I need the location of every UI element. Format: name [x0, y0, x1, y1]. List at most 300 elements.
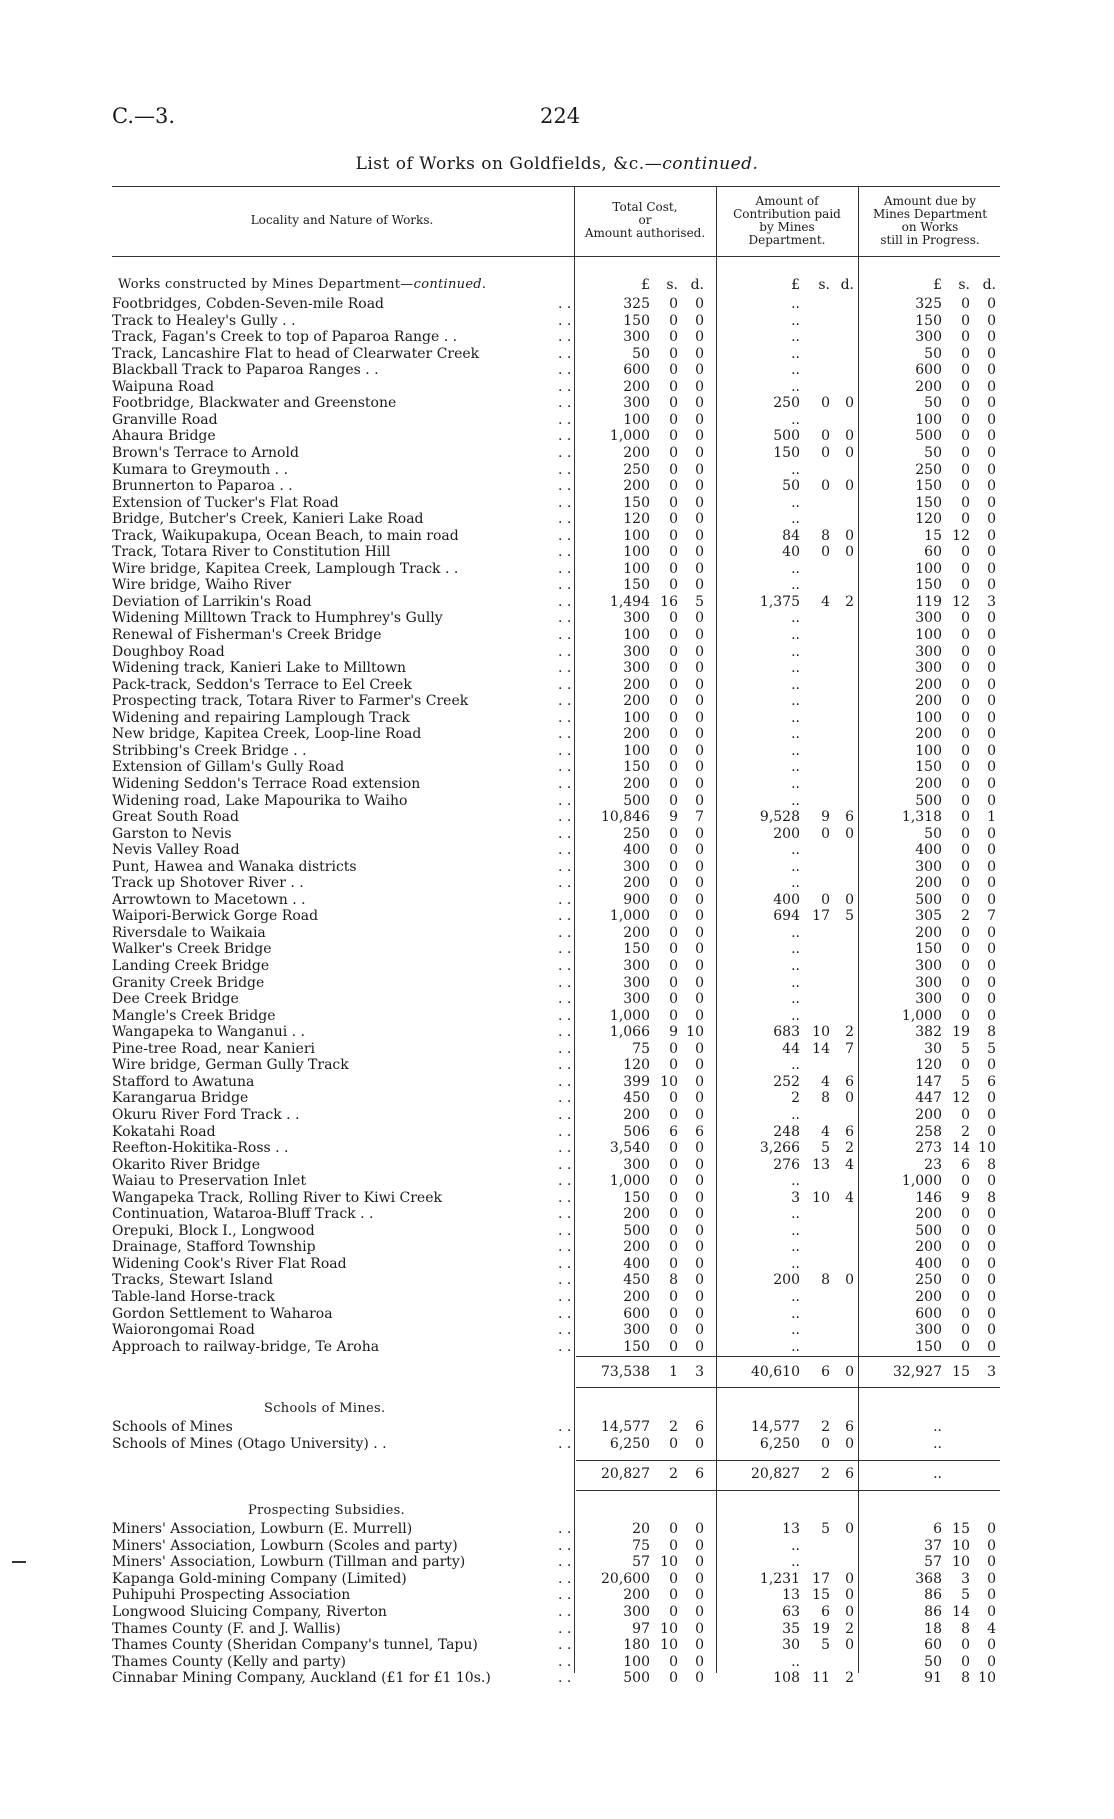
amount-due-pence: 0 [987, 858, 996, 875]
total-cost-pounds: 250 [623, 825, 650, 842]
amount-due-shillings: 0 [961, 560, 970, 577]
total-cost-shillings: 0 [669, 411, 678, 428]
total-cost-pounds: 75 [632, 1040, 650, 1057]
amount-due-pounds: 147 [915, 1073, 942, 1090]
table-row [0, 1604, 1114, 1621]
row-leader-dots: . . [558, 1305, 572, 1322]
amount-due-pence: 0 [987, 1206, 996, 1223]
amount-due-shillings: 0 [961, 1106, 970, 1123]
total-cost-shillings: 0 [669, 1156, 678, 1173]
amount-due-shillings: 5 [961, 1073, 970, 1090]
total-cost-shillings: 0 [669, 759, 678, 776]
row-leader-dots: . . [558, 1090, 572, 1107]
table-row [0, 826, 1114, 843]
contribution-pounds: 200 [773, 1272, 800, 1289]
amount-due-shillings: 0 [961, 775, 970, 792]
row-leader-dots: . . [558, 1670, 572, 1687]
amount-due-pence: 0 [987, 974, 996, 991]
amount-due-pence: 0 [987, 610, 996, 627]
contribution-pence: 0 [845, 478, 854, 495]
contribution-shillings: 13 [812, 1156, 830, 1173]
document-page: C.—3. 224 List of Works on Goldfields, &c.—continued. Locality and Nature of Works. Total Cost, or Amount authorised. Amount of Contribution paid by Mines Department. Amount due by Mines Department on Works still in Progress. Works constructed by Mines Department—continued. £ s. d. £ s. d. £ s. d. Footbridges, Cobden-Seven-mile Road . . 325 0 0 .. 325 0 0 Track to Healey's Gully . . . . 150 0 0 .. 150 0 0 Track, Fagan's Creek to top of Paparoa Range . . . . 300 0 0 .. 300 0 0 Track, Lancashire Flat to head of Clearwater Creek . . 50 0 0 .. 50 0 0 Blackball Track to Paparoa Ranges . . . . 600 0 0 .. 600 0 0 Waipuna Road . . 200 0 0 .. 200 0 0 Footbridge, Blackwater and Greenstone . . 300 0 0 250 0 0 50 0 0 Granville Road . . 100 0 0 .. 100 0 0 Ahaura Bridge . . 1,000 0 0 500 0 0 500 0 0 Brown's Terrace to Arnold . . 200 0 0 150 0 0 50 0 0 Kumara to Greymouth . . . . 250 0 0 .. 250 0 0 Brunnerton to Paparoa . . . . 200 0 0 50 0 0 150 0 0 Extension of Tucker's Flat Road . . 150 0 0 .. 150 0 0 Bridge, Butcher's Creek, Kanieri Lake Road . . 120 0 0 .. 120 0 0 Track, Waikupakupa, Ocean Beach, to main road . . 100 0 0 84 8 0 15 12 0 Track, Totara River to Constitution Hill . . 100 0 0 40 0 0 60 0 0 Wire bridge, Kapitea Creek, Lamplough Track . . . . 100 0 0 .. 100 0 0 Wire bridge, Waiho River . . 150 0 0 .. 150 0 0 Deviation of Larrikin's Road . . 1,494 16 5 1,375 4 2 119 12 3 Widening Milltown Track to Humphrey's Gully . . 300 0 0 .. 300 0 0 Renewal of Fisherman's Creek Bridge . . 100 0 0 .. 100 0 0 Doughboy Road . . 300 0 0 .. 300 0 0 Widening track, Kanieri Lake to Milltown . . 300 0 0 .. 300 0 0 Pack-track, Seddon's Terrace to Eel Creek . . 200 0 0 .. 200 0 0 Prospecting track, Totara River to Farmer's Creek . . 200 0 0 .. 200 0 0 Widening and repairing Lamplough Track . . 100 0 0 .. 100 0 0 New bridge, Kapitea Creek, Loop-line Road . . 200 0 0 .. 200 0 0 Stribbing's Creek Bridge . . . . 100 0 0 .. 100 0 0 Extension of Gillam's Gully Road . . 150 0 0 .. 150 0 0 Widening Seddon's Terrace Road extension . . 200 0 0 .. 200 0 0 Widening road, Lake Mapourika to Waiho . . 500 0 0 .. 500 0 0 Great South Road . . 10,846 9 7 9,528 9 6 1,318 0 1 Garston to Nevis . . 250 0 0 200 0 0 50 0 0 Nevis Valley Road . . 400 0 0 .. 400 0 0 Punt, Hawea and Wanaka districts . . 300 0 0 .. 300 0 0 Track up Shotover River . . . . 200 0 0 .. 200 0 0 Arrowtown to Macetown . . . . 900 0 0 400 0 0 500 0 0 Waipori-Berwick Gorge Road . . 1,000 0 0 694 17 5 305 2 7 Riversdale to Waikaia . . 200 0 0 .. 200 0 0 Walker's Creek Bridge . . 150 0 0 .. 150 0 0 Landing Creek Bridge . . 300 0 0 .. 300 0 0 Granity Creek Bridge . . 300 0 0 .. 300 0 0 Dee Creek Bridge . . 300 0 0 .. 300 0 0 Mangle's Creek Bridge . . 1,000 0 0 .. 1,000 0 0 Wangapeka to Wanganui . . . . 1,066 9 10 683 10 2 382 19 8 Pine-tree Road, near Kanieri . . 75 0 0 44 14 7 30 5 5 Wire bridge, German Gully Track . . 120 0 0 .. 120 0 0 Stafford to Awatuna . . 399 10 0 252 4 6 147 5 6 Karangarua Bridge . . 450 0 0 2 8 0 447 12 0 Okuru River Ford Track . . . . 200 0 0 .. 200 0 0 Kokatahi Road . . 506 6 6 248 4 6 258 2 0 Reefton-Hokitika-Ross . . . . 3,540 0 0 3,266 5 2 273 14 10 Okarito River Bridge . . 300 0 0 276 13 4 23 6 8 Waiau to Preservation Inlet . . 1,000 0 0 .. 1,000 0 0 Wangapeka Track, Rolling River to Kiwi Creek . . 150 0 0 3 10 4 146 9 8 Continuation, Wataroa-Bluff Track . . . . 200 0 0 .. 200 0 0 Orepuki, Block I., Longwood . . 500 0 0 .. 500 0 0 Drainage, Stafford Township . . 200 0 0 .. 200 0 0 Widening Cook's River Flat Road . . 400 0 0 .. 400 0 0 Tracks, Stewart Island . . 450 8 0 200 8 0 250 0 0 Table-land Horse-track . . 200 0 0 .. 200 0 0 Gordon Settlement to Waharoa . . 600 0 0 .. 600 0 0 Waiorongomai Road . . 300 0 0 .. 300 0 0 Approach to railway-bridge, Te Aroha . . 150 0 0 .. 150 0 0 73,538 1 3 40,610 6 0 32,927 15 3 Schools of Mines. Schools of Mines . . 14,577 2 6 14,577 2 6 .. Schools of Mines (Otago University) . . . . 6,250 0 0 6,250 0 0 .. 20,827 2 6 20,827 2 6 .. Prospecting Subsidies. Miners' Association, Lowburn (E. Murrell) . . 20 0 0 13 5 0 6 15 0 Miners' Association, Lowburn (Scoles and party) . . 75 0 0 .. 37 10 0 Miners' Association, Lowburn (Tillman and party) . . 57 10 0 .. 57 10 0 Kapanga Gold-mining Company (Limited) . . 20,600 0 0 1,231 17 0 368 3 0 Puhipuhi Prospecting Association . . 200 0 0 13 15 0 86 5 0 Longwood Sluicing Company, Riverton . . 300 0 0 63 6 0 86 14 0 Thames County (F. and J. Wallis) . . 97 10 0 35 19 2 18 8 4 Thames County (Sheridan Company's tunnel, Tapu) . . 180 10 0 30 5 0 60 0 0 Thames County (Kelly and party) . . 100 0 0 .. 50 0 0 Cinnabar Mining Company, Auckland (£1 for £1 10s.) . . 500 0 0 108 11 2 91 8 10 [0, 0, 1114, 1819]
row-locality: Gordon Settlement to Waharoa [112, 1305, 333, 1322]
total-cost-pence: 0 [695, 494, 704, 511]
contribution-shillings: 4 [821, 1123, 830, 1140]
row-locality: Widening track, Kanieri Lake to Milltown [112, 660, 407, 677]
contribution-pence: 6 [845, 1419, 854, 1435]
total-cost-shillings: 0 [669, 461, 678, 478]
contribution-pounds: .. [791, 759, 800, 776]
total-cost-pence: 0 [695, 511, 704, 528]
total-cost-pence: 0 [695, 1090, 704, 1107]
table-row [0, 1074, 1114, 1091]
row-leader-dots: . . [558, 1338, 572, 1355]
margin-mark [12, 1561, 26, 1563]
table-row [0, 544, 1114, 561]
table-row [0, 1670, 1114, 1687]
row-locality: Track up Shotover River . . [112, 875, 304, 892]
contribution-pounds: .. [791, 1239, 800, 1256]
row-leader-dots: . . [558, 395, 572, 412]
contribution-pence: 0 [845, 428, 854, 445]
contribution-pence: 0 [845, 544, 854, 561]
contribution-pounds: .. [791, 1007, 800, 1024]
row-leader-dots: . . [558, 544, 572, 561]
amount-due-pence: 0 [987, 1537, 996, 1554]
total-cost-pence: 7 [695, 809, 704, 826]
contribution-pounds: .. [791, 875, 800, 892]
amount-due-pounds: 200 [915, 726, 942, 743]
total-cost-shillings: 0 [669, 1040, 678, 1057]
amount-due-pence: 0 [987, 958, 996, 974]
total-cost-shillings: 0 [669, 1305, 678, 1322]
row-locality: Table-land Horse-track [112, 1289, 275, 1305]
amount-due-pounds: 200 [915, 875, 942, 892]
row-locality: Blackball Track to Paparoa Ranges . . [112, 362, 379, 379]
contribution-pounds: 108 [773, 1670, 800, 1687]
amount-due-pounds: 150 [915, 1338, 942, 1355]
row-locality: Track, Waikupakupa, Ocean Beach, to main road [112, 527, 459, 544]
row-leader-dots: . . [558, 1653, 572, 1670]
row-leader-dots: . . [558, 494, 572, 511]
table-row [0, 1090, 1114, 1107]
total-cost-shillings: 0 [669, 726, 678, 743]
amount-due-pounds: 1,318 [901, 809, 942, 826]
total-cost-pence: 0 [695, 693, 704, 710]
amount-due-shillings: 0 [961, 643, 970, 660]
total-cost-pounds: 200 [623, 676, 650, 693]
amount-due-pounds: 300 [915, 329, 942, 346]
contribution-pounds: .. [791, 1305, 800, 1322]
table-row [0, 1637, 1114, 1654]
amount-due-pence: 0 [987, 1587, 996, 1604]
row-leader-dots: . . [558, 1140, 572, 1157]
row-locality: Widening Cook's River Flat Road [112, 1255, 347, 1272]
total-cost-pence: 0 [695, 1189, 704, 1206]
table-row [0, 362, 1114, 379]
table-row [0, 445, 1114, 462]
total-cost-pence: 0 [695, 1604, 704, 1620]
amount-due-pounds: 60 [924, 544, 942, 561]
total-cost-pence: 0 [695, 775, 704, 792]
table-row [0, 892, 1114, 909]
total-cost-pounds: 399 [623, 1073, 650, 1090]
row-leader-dots: . . [558, 1587, 572, 1604]
amount-due-pence: 0 [987, 726, 996, 743]
row-leader-dots: . . [558, 693, 572, 710]
row-locality: Footbridge, Blackwater and Greenstone [112, 395, 397, 412]
amount-due-pounds: 300 [915, 974, 942, 991]
amount-due-shillings: 0 [961, 875, 970, 892]
row-locality: Kapanga Gold-mining Company (Limited) [112, 1570, 407, 1587]
row-leader-dots: . . [558, 1239, 572, 1256]
row-locality: Mangle's Creek Bridge [112, 1007, 276, 1024]
contribution-shillings: 19 [812, 1620, 830, 1637]
row-locality: Dee Creek Bridge [112, 991, 239, 1008]
contribution-pounds: 200 [773, 825, 800, 842]
amount-due-pence: 0 [987, 577, 996, 594]
table-row [0, 710, 1114, 727]
amount-due-shillings: 0 [961, 478, 970, 495]
contribution-pounds: 14,577 [751, 1419, 800, 1435]
row-locality: Arrowtown to Macetown . . [112, 891, 306, 908]
amount-due-shillings: 0 [961, 1289, 970, 1305]
column-header-locality: Locality and Nature of Works. [250, 213, 434, 227]
row-locality: Thames County (Kelly and party) [112, 1653, 346, 1670]
row-leader-dots: . . [558, 329, 572, 346]
section-heading-works: Works constructed by Mines Department—continued. [118, 277, 487, 292]
total-cost-pence: 0 [695, 842, 704, 859]
row-locality: Ahaura Bridge [112, 428, 216, 445]
contribution-pounds: .. [791, 676, 800, 693]
amount-due-shillings: 0 [961, 1206, 970, 1223]
amount-due-pence: 0 [987, 345, 996, 362]
section-heading-prospecting: Prospecting Subsidies. [248, 1503, 405, 1518]
contribution-pounds: 3 [791, 1189, 800, 1206]
amount-due-pounds: 200 [915, 378, 942, 395]
total-cost-pounds: 1,000 [609, 1007, 650, 1024]
contribution-pence: 0 [845, 444, 854, 461]
contribution-pence: 7 [845, 1040, 854, 1057]
total-cost-pounds: 450 [623, 1090, 650, 1107]
contribution-pounds: 1,375 [759, 593, 800, 610]
contribution-shillings: 5 [821, 1637, 830, 1654]
contribution-pounds: 276 [773, 1156, 800, 1173]
total-cost-pounds: 150 [623, 1189, 650, 1206]
total-cost-shillings: 0 [669, 891, 678, 908]
total-cost-pence: 0 [695, 1222, 704, 1239]
total-cost-pounds: 100 [623, 527, 650, 544]
total-cost-shillings: 0 [669, 1653, 678, 1670]
total-cost-shillings: 2 [669, 1419, 678, 1435]
amount-due-shillings: 0 [961, 544, 970, 561]
row-locality: Deviation of Larrikin's Road [112, 593, 312, 610]
amount-due-pounds: 200 [915, 1239, 942, 1256]
contribution-pounds: 35 [782, 1620, 800, 1637]
amount-due-pence: 0 [987, 1057, 996, 1074]
contribution-pounds: 3,266 [759, 1140, 800, 1157]
total-cost-pence: 0 [695, 1173, 704, 1190]
row-locality: Granity Creek Bridge [112, 974, 265, 991]
row-locality: Stribbing's Creek Bridge . . [112, 742, 307, 759]
table-row [0, 759, 1114, 776]
amount-due-pence: 3 [987, 593, 996, 610]
amount-due-pounds: 305 [915, 908, 942, 925]
total-cost-shillings: 0 [669, 1604, 678, 1620]
table-row [0, 677, 1114, 694]
amount-due-shillings: 0 [961, 610, 970, 627]
contribution-shillings: 8 [821, 527, 830, 544]
total-cost-pence: 0 [695, 560, 704, 577]
table-row [0, 1306, 1114, 1323]
works-total-rule [576, 1356, 1000, 1357]
total-cost-pence: 0 [695, 908, 704, 925]
amount-due-pounds: 400 [915, 1255, 942, 1272]
amount-due-pence: 8 [987, 1156, 996, 1173]
row-locality: Stafford to Awatuna [112, 1073, 255, 1090]
row-leader-dots: . . [558, 444, 572, 461]
amount-due-pounds: 150 [915, 759, 942, 776]
contribution-pence: 2 [845, 1024, 854, 1041]
contribution-shillings: 0 [821, 395, 830, 412]
row-leader-dots: . . [558, 511, 572, 528]
total-cost-pence: 0 [695, 1620, 704, 1637]
contribution-pounds: .. [791, 378, 800, 395]
contribution-pounds: .. [791, 643, 800, 660]
contribution-pounds: 1,231 [759, 1570, 800, 1587]
row-leader-dots: . . [558, 842, 572, 859]
row-locality: Cinnabar Mining Company, Auckland (£1 for £1 10s.) [112, 1670, 491, 1687]
amount-due-pence: 0 [987, 676, 996, 693]
row-locality: Reefton-Hokitika-Ross . . [112, 1140, 289, 1157]
amount-due-pounds: 300 [915, 1322, 942, 1339]
contribution-pounds: .. [791, 958, 800, 974]
section-heading-schools: Schools of Mines. [264, 1401, 386, 1416]
contribution-pence: 0 [845, 1435, 854, 1452]
total-cost-pence: 0 [695, 1521, 704, 1537]
amount-due-pence: 5 [987, 1040, 996, 1057]
total-cost-pounds: 300 [623, 1156, 650, 1173]
total-cost-shillings: 0 [669, 494, 678, 511]
amount-due-pounds: 120 [915, 1057, 942, 1074]
amount-due-pounds: 50 [924, 395, 942, 412]
total-cost-pence: 0 [695, 1637, 704, 1654]
amount-due-pence: 0 [987, 395, 996, 412]
total-cost-shillings: 8 [669, 1272, 678, 1289]
amount-due-shillings: 6 [961, 1156, 970, 1173]
total-cost-pounds: 200 [623, 875, 650, 892]
amount-due-pence: 0 [987, 411, 996, 428]
total-cost-pence: 0 [695, 1140, 704, 1157]
row-locality: Widening road, Lake Mapourika to Waiho [112, 792, 408, 809]
row-leader-dots: . . [558, 792, 572, 809]
total-cost-pounds: 200 [623, 1289, 650, 1305]
row-leader-dots: . . [558, 1554, 572, 1571]
row-leader-dots: . . [558, 759, 572, 776]
contribution-pounds: 248 [773, 1123, 800, 1140]
total-cost-pounds: 120 [623, 511, 650, 528]
amount-due-shillings: 0 [961, 941, 970, 958]
row-leader-dots: . . [558, 1419, 572, 1435]
contribution-pounds: .. [791, 312, 800, 329]
table-row [0, 1521, 1114, 1538]
contribution-pounds: .. [791, 511, 800, 528]
amount-due-pence: 0 [987, 825, 996, 842]
table-row [0, 1621, 1114, 1638]
amount-due-pounds: 300 [915, 660, 942, 677]
total-cost-pounds: 300 [623, 1604, 650, 1620]
total-cost-pence: 0 [695, 329, 704, 346]
total-cost-pounds: 1,000 [609, 1173, 650, 1190]
row-locality: New bridge, Kapitea Creek, Loop-line Road [112, 726, 422, 743]
total-cost-pence: 0 [695, 296, 704, 312]
row-leader-dots: . . [558, 1272, 572, 1289]
row-locality: Extension of Tucker's Flat Road [112, 494, 339, 511]
amount-due-pence: 0 [987, 1521, 996, 1537]
total-cost-shillings: 0 [669, 560, 678, 577]
row-leader-dots: . . [558, 1057, 572, 1074]
total-cost-pence: 0 [695, 544, 704, 561]
column-header-contribution: Amount of Contribution paid by Mines Department. [733, 194, 841, 247]
amount-due-shillings: 0 [961, 627, 970, 643]
total-cost-shillings: 0 [669, 875, 678, 892]
amount-due-pence: 0 [987, 329, 996, 346]
total-cost-pounds: 200 [623, 726, 650, 743]
amount-due-shillings: 0 [961, 428, 970, 445]
contribution-pounds: 150 [773, 444, 800, 461]
table-row [0, 594, 1114, 611]
amount-due-pence: 0 [987, 1090, 996, 1107]
total-cost-pounds: 200 [623, 1239, 650, 1256]
total-cost-pounds: 500 [623, 792, 650, 809]
row-leader-dots: . . [558, 643, 572, 660]
contribution-pounds: 84 [782, 527, 800, 544]
column-header-amount-due: Amount due by Mines Department on Works still in Progress. [872, 194, 988, 247]
amount-due-pence: 0 [987, 1637, 996, 1654]
contribution-pounds: .. [791, 693, 800, 710]
total-cost-pounds: 100 [623, 411, 650, 428]
row-leader-dots: . . [558, 1106, 572, 1123]
amount-due-shillings: 0 [961, 825, 970, 842]
amount-due-pence: 0 [987, 660, 996, 677]
amount-due-shillings: 0 [961, 660, 970, 677]
total-cost-pounds: 300 [623, 1322, 650, 1339]
table-row [0, 1538, 1114, 1555]
total-cost-shillings: 0 [669, 709, 678, 726]
total-cost-pounds: 300 [623, 974, 650, 991]
total-cost-pounds: 6,250 [609, 1435, 650, 1452]
contribution-shillings: 17 [812, 908, 830, 925]
table-row [0, 395, 1114, 412]
total-cost-pounds: 50 [632, 345, 650, 362]
total-cost-shillings: 0 [669, 1206, 678, 1223]
amount-due-shillings: 0 [961, 378, 970, 395]
total-cost-pounds: 400 [623, 1255, 650, 1272]
amount-due-shillings: 0 [961, 1239, 970, 1256]
total-cost-pence: 0 [695, 461, 704, 478]
total-cost-pounds: 200 [623, 478, 650, 495]
amount-due-pence: 0 [987, 511, 996, 528]
amount-due-shillings: 0 [961, 1173, 970, 1190]
contribution-shillings: 5 [821, 1140, 830, 1157]
total-cost-pounds: 300 [623, 991, 650, 1008]
row-locality: Miners' Association, Lowburn (E. Murrell) [112, 1521, 413, 1537]
row-locality: Garston to Nevis [112, 825, 232, 842]
row-leader-dots: . . [558, 345, 572, 362]
contribution-pence: 0 [845, 1272, 854, 1289]
row-locality: Pack-track, Seddon's Terrace to Eel Creek [112, 676, 412, 693]
row-locality: Prospecting track, Totara River to Farmer's Creek [112, 693, 469, 710]
amount-due-pounds: .. [933, 1435, 942, 1452]
row-leader-dots: . . [558, 1637, 572, 1654]
row-leader-dots: . . [558, 560, 572, 577]
total-cost-pounds: 3,540 [609, 1140, 650, 1157]
total-cost-pence: 0 [695, 1554, 704, 1571]
contribution-pounds: .. [791, 1653, 800, 1670]
row-leader-dots: . . [558, 974, 572, 991]
total-cost-pounds: 900 [623, 891, 650, 908]
total-cost-shillings: 0 [669, 1140, 678, 1157]
amount-due-shillings: 0 [961, 1272, 970, 1289]
total-cost-shillings: 0 [669, 924, 678, 941]
total-cost-shillings: 0 [669, 858, 678, 875]
total-cost-pounds: 200 [623, 693, 650, 710]
total-cost-pounds: 325 [623, 296, 650, 312]
row-leader-dots: . . [558, 378, 572, 395]
total-cost-shillings: 0 [669, 345, 678, 362]
total-cost-pounds: 100 [623, 544, 650, 561]
total-cost-pounds: 97 [632, 1620, 650, 1637]
amount-due-pence: 0 [987, 378, 996, 395]
row-locality: Waipuna Road [112, 378, 215, 395]
amount-due-shillings: 2 [961, 908, 970, 925]
amount-due-pence: 0 [987, 775, 996, 792]
amount-due-pounds: 150 [915, 312, 942, 329]
total-cost-pence: 0 [695, 444, 704, 461]
amount-due-pence: 0 [987, 1570, 996, 1587]
total-cost-pounds: 10,846 [601, 809, 650, 826]
amount-due-pounds: 368 [915, 1570, 942, 1587]
total-cost-shillings: 0 [669, 676, 678, 693]
amount-due-shillings: 0 [961, 461, 970, 478]
amount-due-pence: 0 [987, 1338, 996, 1355]
row-locality: Wire bridge, Waiho River [112, 577, 292, 594]
amount-due-pence: 0 [987, 461, 996, 478]
amount-due-pence: 4 [987, 1620, 996, 1637]
total-cost-shillings: 10 [660, 1073, 678, 1090]
total-cost-pounds: 300 [623, 329, 650, 346]
contribution-pounds: .. [791, 1206, 800, 1223]
amount-due-pounds: 258 [915, 1123, 942, 1140]
amount-due-pounds: 200 [915, 1289, 942, 1305]
total-cost-pence: 0 [695, 643, 704, 660]
amount-due-pence: 0 [987, 1653, 996, 1670]
total-cost-shillings: 0 [669, 1537, 678, 1554]
table-row [0, 1124, 1114, 1141]
total-cost-shillings: 0 [669, 428, 678, 445]
row-locality: Brunnerton to Paparoa . . [112, 478, 293, 495]
amount-due-pounds: 400 [915, 842, 942, 859]
total-cost-pence: 0 [695, 792, 704, 809]
amount-due-shillings: 0 [961, 726, 970, 743]
table-row [0, 991, 1114, 1008]
row-locality: Kokatahi Road [112, 1123, 216, 1140]
amount-due-pounds: 300 [915, 643, 942, 660]
contribution-shillings: 6 [821, 1604, 830, 1620]
row-locality: Karangarua Bridge [112, 1090, 249, 1107]
amount-due-shillings: 0 [961, 759, 970, 776]
amount-due-shillings: 8 [961, 1620, 970, 1637]
